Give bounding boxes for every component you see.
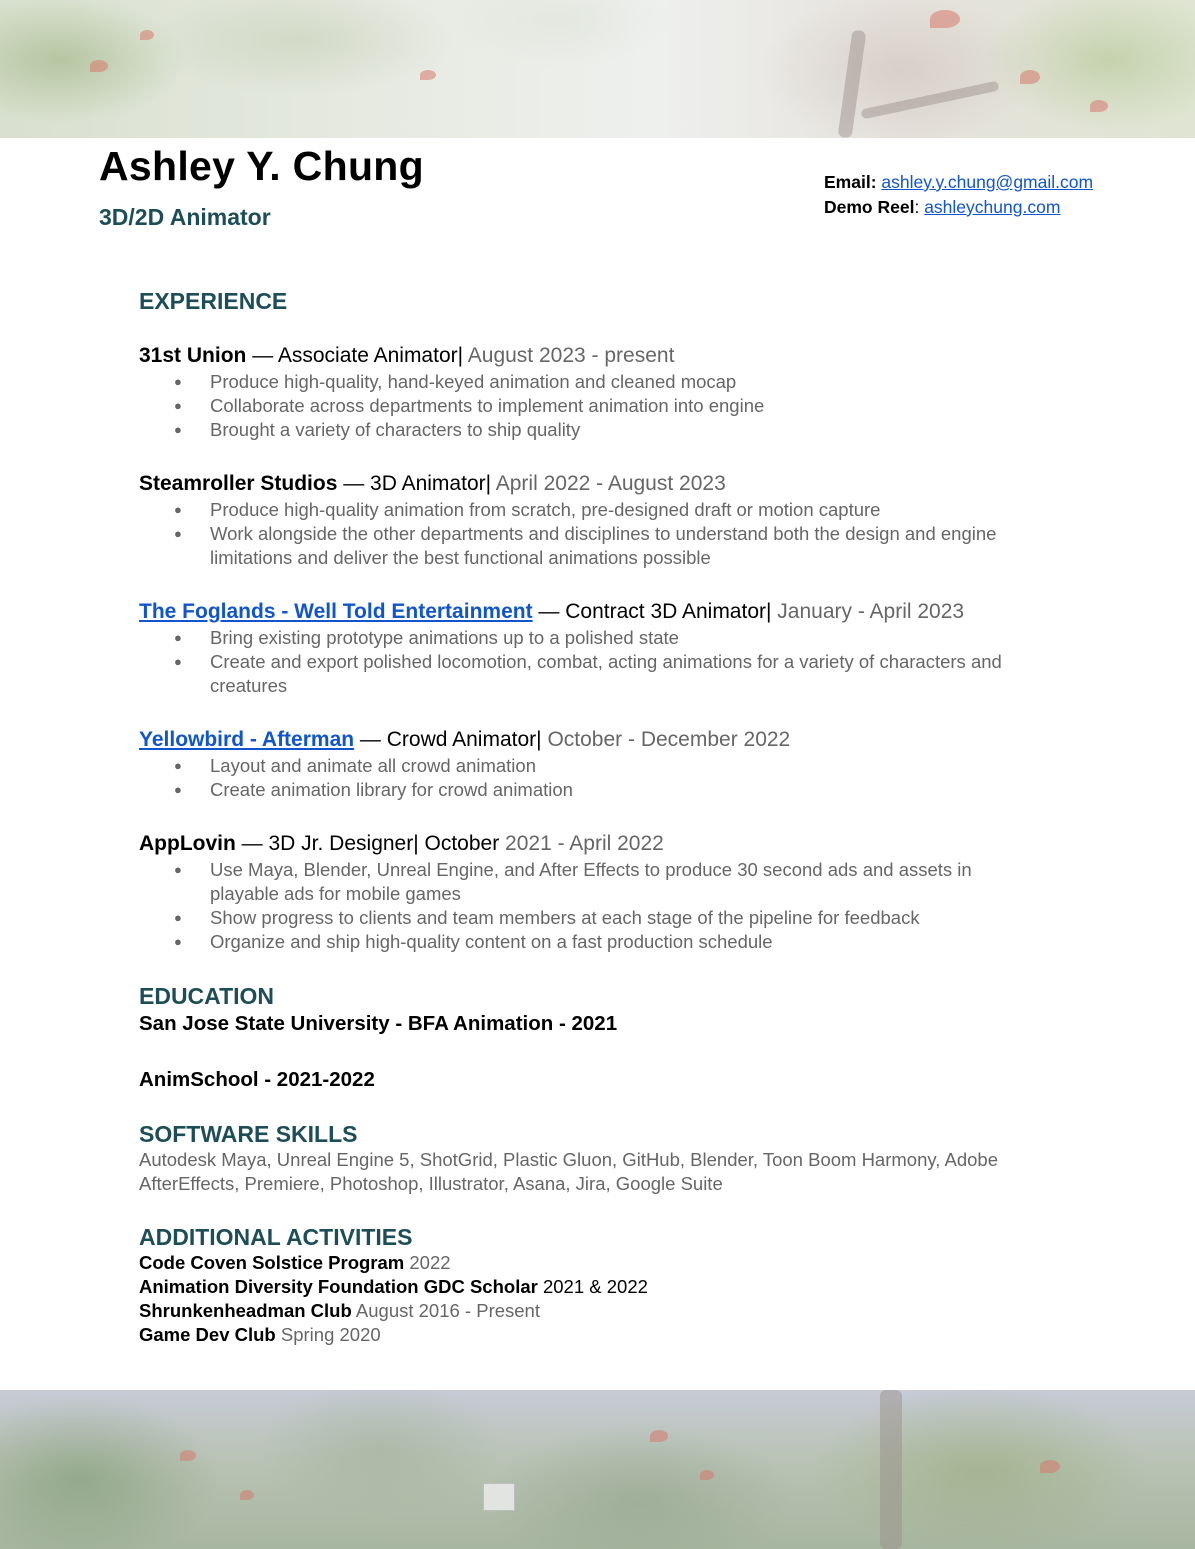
job-company: Steamroller Studios [139,472,338,495]
reel-label: Demo Reel [824,197,915,217]
activity-name: Shrunkenheadman Club [139,1300,352,1321]
job-role: — 3D Jr. Designer| October [235,832,506,855]
activity-name: Code Coven Solstice Program [139,1252,405,1273]
job-role: — 3D Animator| [337,472,496,495]
job-entry [139,342,1039,442]
job-bullet: ● Produce high-quality, hand-keyed animation and cleaned mocap [139,370,1039,394]
activity-item [139,1275,1039,1299]
job-heading [139,470,1039,498]
header-banner-image [0,0,1195,138]
footer-banner-image [0,1390,1195,1549]
job-bullets [139,498,1039,570]
education-title: EDUCATION [139,983,275,1009]
activity-item [139,1299,1039,1323]
job-bullet: ● Organize and ship high-quality content on a fast production schedule [139,930,1039,954]
candidate-role: 3D/2D Animator [99,204,271,230]
education-item: San Jose State University - BFA Animation - 2021 [139,1012,618,1035]
activity-date: 2022 [404,1252,451,1273]
job-entry [139,470,1039,570]
job-dates: January - April 2023 [777,600,965,623]
activity-name: Game Dev Club [139,1324,276,1345]
reel-link[interactable]: ashleychung.com [924,197,1061,217]
job-bullet: ● Bring existing prototype animations up to a polished state [139,626,1039,650]
job-bullet: ● Use Maya, Blender, Unreal Engine, and After Effects to produce 30 second ads and assets in playable ads for mobile games [139,858,1039,906]
job-entry [139,830,1039,954]
job-bullet: ● Work alongside the other departments and disciplines to understand both the design and engine limitations and deliver the best functional animations possible [139,522,1039,570]
contact-block [824,170,1093,220]
job-bullet: ● Create and export polished locomotion, combat, acting animations for a variety of characters and creatures [139,650,1039,698]
job-heading [139,726,1039,754]
job-role: — Crowd Animator| [354,728,548,751]
job-dates: August 2023 - present [467,344,675,367]
job-company: AppLovin [139,832,236,855]
reel-line [824,195,1093,220]
job-bullet: ● Brought a variety of characters to ship quality [139,418,1039,442]
job-bullets [139,626,1039,698]
job-bullets [139,858,1039,954]
job-entry [139,598,1039,698]
job-bullet: ● Show progress to clients and team members at each stage of the pipeline for feedback [139,906,1039,930]
job-bullet: ● Produce high-quality animation from scratch, pre-designed draft or motion capture [139,498,1039,522]
job-company-link[interactable]: Yellowbird - Afterman [139,728,355,751]
education-item: AnimSchool - 2021-2022 [139,1068,375,1091]
candidate-name: Ashley Y. Chung [99,143,424,189]
job-bullet: ● Collaborate across departments to implement animation into engine [139,394,1039,418]
activity-name: Animation Diversity Foundation GDC Scholar [139,1276,538,1297]
job-role: — Contract 3D Animator| [532,600,778,623]
job-heading [139,598,1039,626]
reel-colon: : [914,197,920,217]
activity-date: Spring 2020 [275,1324,381,1345]
job-bullet: ● Layout and animate all crowd animation [139,754,1039,778]
skills-text: Autodesk Maya, Unreal Engine 5, ShotGrid, Plastic Gluon, GitHub, Blender, Toon Boom Harmony, Adobe AfterEffects, Premiere, Photoshop, Illustrator, Asana, Jira, Google Suite [139,1149,999,1194]
job-dates: October - December 2022 [547,728,791,751]
job-dates: April 2022 - August 2023 [495,472,726,495]
email-link[interactable]: ashley.y.chung@gmail.com [881,172,1094,192]
activity-date: August 2016 - Present [351,1300,540,1321]
job-role: — Associate Animator| [246,344,468,367]
email-label: Email: [824,172,877,192]
resume-body [139,288,1039,1347]
skills-title: SOFTWARE SKILLS [139,1121,358,1147]
activity-date: 2021 & 2022 [537,1276,648,1297]
job-heading [139,830,1039,858]
job-entry [139,726,1039,802]
activity-item [139,1251,1039,1275]
experience-title: EXPERIENCE [139,288,288,314]
job-company: 31st Union [139,344,247,367]
activities-title: ADDITIONAL ACTIVITIES [139,1224,413,1250]
email-line [824,170,1093,195]
job-bullets [139,754,1039,802]
activity-item [139,1323,1039,1347]
signpost-illustration [483,1483,515,1511]
job-bullets [139,370,1039,442]
job-heading [139,342,1039,370]
job-dates: 2021 - April 2022 [505,832,664,855]
job-bullet: ● Create animation library for crowd animation [139,778,1039,802]
job-company-link[interactable]: The Foglands - Well Told Entertainment [139,600,533,623]
